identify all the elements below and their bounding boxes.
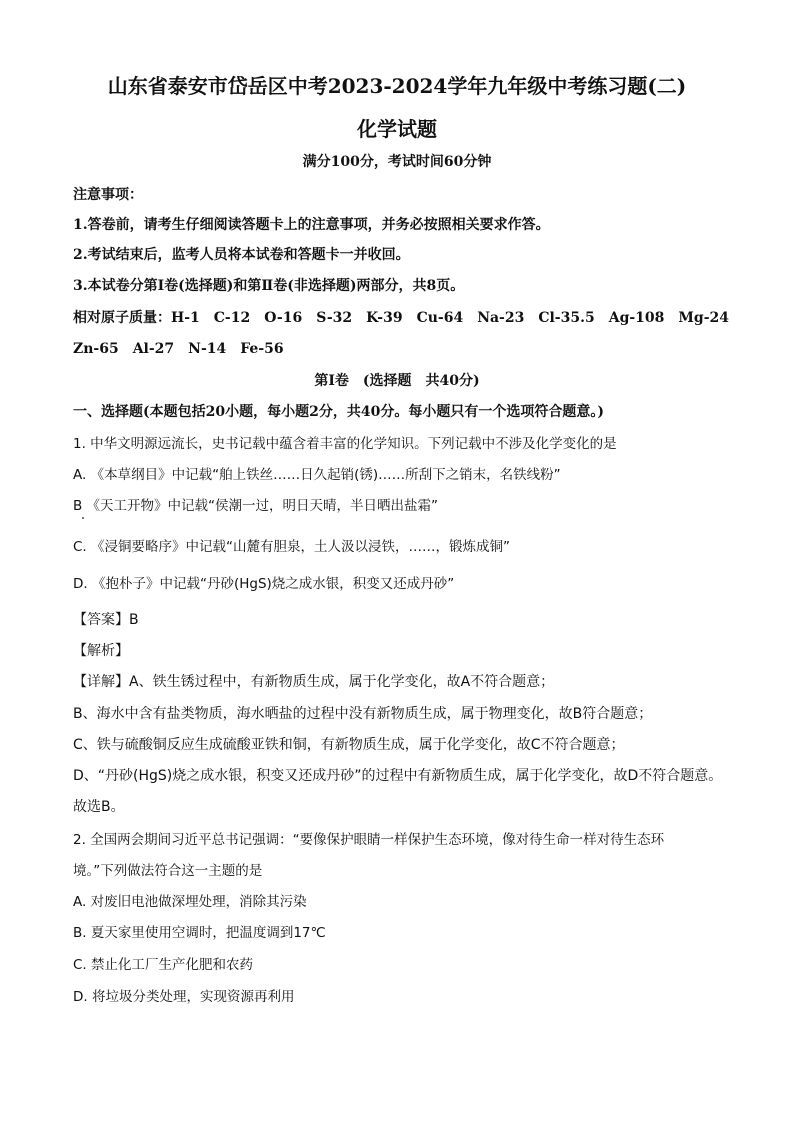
answer-label: 【答案】	[73, 612, 129, 628]
notice-item-1: 1.答卷前，请考生仔细阅读答题卡上的注意事项，并务必按照相关要求作答。	[73, 217, 550, 233]
q1-detail-line-1	[73, 671, 554, 691]
q1-answer	[73, 609, 139, 629]
notice-item-3: 3.本试卷分第Ⅰ卷(选择题)和第Ⅱ卷(非选择题)两部分，共8页。	[73, 278, 465, 294]
notice-item-2: 2.考试结束后，监考人员将本试卷和答题卡一并收回。	[73, 247, 410, 263]
atomic-mass-line-2: Zn-65 Al-27 N-14 Fe-56	[73, 341, 284, 357]
q1-detail-line-2: B、海水中含有盐类物质，海水晒盐的过程中没有新物质生成，属于物理变化，故B符合题意；	[73, 706, 653, 722]
q1-option-d: D. 《抱朴子》中记载“丹砂(HgS)烧之成水银，积变又还成丹砂”	[73, 576, 455, 592]
q1-conclusion: 故选B。	[73, 799, 125, 815]
q2-option-c: C. 禁止化工厂生产化肥和农药	[73, 957, 254, 973]
detail-text: A、铁生锈过程中，有新物质生成，属于化学变化，故A不符合题意；	[129, 674, 555, 690]
q1-detail-line-3: C、铁与硫酸铜反应生成硫酸亚铁和铜，有新物质生成，属于化学变化，故C不符合题意；	[73, 737, 625, 753]
subject-title: 化学试题	[357, 117, 437, 141]
q1-detail-line-4: D、“丹砂(HgS)烧之成水银，积变又还成丹砂”的过程中有新物质生成，属于化学变化，故D不符合题意。	[73, 768, 723, 784]
exam-title: 山东省泰安市岱岳区中考2023-2024学年九年级中考练习题(二)	[107, 74, 687, 98]
q1-analysis-label: 【解析】	[73, 643, 129, 659]
detail-label: 【详解】	[73, 674, 129, 690]
q2-stem-line-2: 境。”下列做法符合这一主题的是	[73, 863, 263, 879]
q1-stem: 1. 中华文明源远流长，史书记载中蕴含着丰富的化学知识。下列记载中不涉及化学变化的是	[73, 436, 617, 452]
q1-option-a: A. 《本草纲目》中记载“舶上铁丝……日久起销(锈)……所刮下之销末，名铁线粉”	[73, 467, 561, 483]
q1-option-c: C. 《浸铜要略序》中记载“山麓有胆泉，土人汲以浸铁，……，锻炼成铜”	[73, 539, 510, 555]
q2-option-d: D. 将垃圾分类处理，实现资源再利用	[73, 989, 295, 1005]
q2-stem-line-1: 2. 全国两会期间习近平总书记强调：“要像保护眼睛一样保护生态环境，像对待生命一样对待生态环	[73, 832, 665, 848]
section-instruction: 一、选择题(本题包括20小题，每小题2分，共40分。每小题只有一个选项符合题意。)	[73, 404, 604, 420]
q2-option-a: A. 对废旧电池做深埋处理，消除其污染	[73, 894, 307, 910]
score-time: 满分100分，考试时间60分钟	[302, 154, 492, 170]
q2-option-b: B. 夏天家里使用空调时，把温度调到17℃	[73, 925, 326, 941]
stray-dot	[82, 517, 84, 519]
section-title: 第Ⅰ卷 (选择题 共40分)	[314, 373, 480, 389]
answer-value: B	[129, 612, 139, 628]
q1-option-b: B 《天工开物》中记载“侯潮一过，明日天晴，半日晒出盐霜”	[73, 498, 439, 514]
atomic-mass-line-1: 相对原子质量：H-1 C-12 O-16 S-32 K-39 Cu-64 Na-23 Cl-35.5 Ag-108 Mg-24	[73, 310, 729, 326]
notice-heading: 注意事项：	[73, 187, 143, 203]
